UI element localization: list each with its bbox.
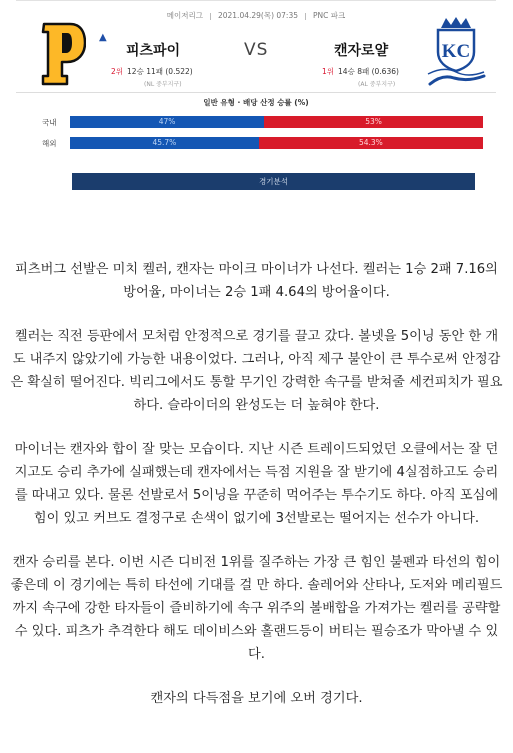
analysis-tab[interactable]: 경기분석 [72,173,475,190]
away-team-record [322,66,399,77]
stat-row-label-overseas: 해외 [42,139,57,148]
top-border [16,0,496,1]
article-paragraph: 피츠버그 선발은 미치 켈러, 캔자는 마이크 마이너가 나선다. 켈러는 1승 2패 7.16의 방어율, 마이너는 2승 1패 4.64의 방어율이다. [15,262,498,300]
stat-row-label-domestic: 국내 [42,118,57,127]
home-percent-bar: 47% [70,116,264,128]
venue-label: PNC 파크 [313,11,346,20]
away-division: (AL 중부지구) [358,81,396,88]
article-body [10,258,503,710]
royals-logo [424,16,488,86]
article-paragraph: 캔자 승리를 본다. 이번 시즌 디비전 1위를 질주하는 가장 큰 힘인 불펜과 타선의 힘이 좋은데 이 경기에는 특히 타선에 기대를 걸 만 하다. 솔레어와 산타나, 도저와 메리필드까지 속구에 강한 타자들이 즐비하기에 속구 위주의 볼배합을 가져가는 켈러를 공략할 수 있다. 피츠가 추격한다 해도 데이비스와 홀랜드등이 버티는 필승조가 막아낼 수 있다. [10,555,503,662]
article-paragraph: 켈러는 직전 등판에서 모처럼 안정적으로 경기를 끌고 갔다. 볼넷을 5이닝 동안 한 개도 내주지 않았기에 가능한 내용이었다. 그러나, 아직 제구 불안이 큰 투수로써 안정감은 확실히 떨어진다. 빅리그에서도 통할 무기인 강력한 속구를 받쳐줄 세컨피치가 필요하다. 슬라이더의 완성도는 더 높혀야 한다. [10,329,503,413]
svg-text:KC: KC [441,41,471,62]
match-card [16,0,496,200]
stat-bar-domestic [70,116,483,128]
stats-title: 일반 유형 · 배당 산정 승률 (%) [203,98,309,107]
away-team-name: 캔자로얄 [334,43,389,59]
home-percent-bar: 45.7% [70,137,259,149]
article-paragraph: 캔자의 다득점을 보기에 오버 경기다. [150,691,363,706]
away-team-rank: 1위 [322,67,335,76]
match-date: 2021.04.29(목) 07:35 [217,11,299,20]
home-division: (NL 중부지구) [144,81,182,88]
away-record-text: 14승 8패 (0.636) [338,67,399,76]
away-percent-bar: 54.3% [259,137,483,149]
stat-bar-overseas [70,137,483,149]
away-percent-bar: 53% [264,116,483,128]
home-team-record [111,66,193,77]
league-label: 메이저리그 [166,11,203,20]
home-team-rank: 2위 [111,67,124,76]
vs-label: VS [244,40,269,60]
header-divider [16,92,496,93]
article-paragraph: 마이너는 캔자와 합이 잘 맞는 모습이다. 지난 시즌 트레이드되었던 오클에서는 잘 던지고도 승리 추가에 실패했는데 캔자에서는 득점 지원을 잘 받기에 4실점하고도 승리를 따내고 있다. 물론 선발로서 5이닝을 꾸준히 먹어주는 투수기도 하다. 아직 포심에 힘이 있고 커브도 결정구로 손색이 없기에 3선발로는 떨어지는 선수가 아니다. [14,442,499,526]
home-team-name: 피츠파이 [126,43,181,59]
home-icon: ▲ [99,32,107,43]
pirates-logo [40,22,86,86]
home-record-text: 12승 11패 (0.522) [127,67,193,76]
